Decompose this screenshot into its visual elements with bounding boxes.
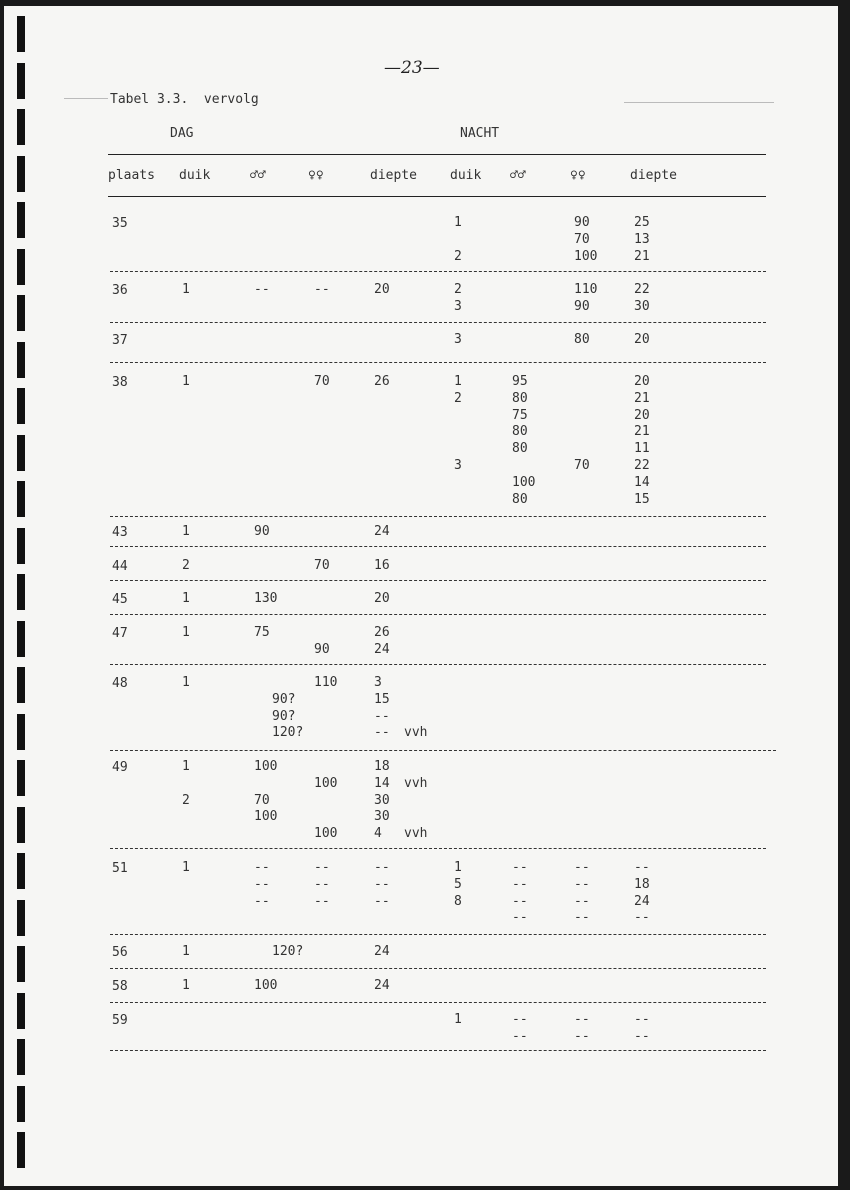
cell-diepte: 24 (374, 524, 390, 539)
cell-diepte: -- (374, 876, 390, 892)
binding-holes (4, 6, 34, 1186)
row-separator (110, 516, 766, 517)
scan-mark (624, 102, 774, 103)
cell-n-diepte: 18 (634, 876, 650, 892)
cell-n-females: 70 (574, 231, 590, 247)
cell-n-duik: 1 (454, 860, 462, 875)
cell-plaats: 59 (112, 1013, 128, 1028)
cell-n-diepte: 21 (634, 390, 650, 406)
binding-hole (17, 853, 25, 889)
binding-hole (17, 946, 25, 982)
cell-note: vvh (404, 725, 428, 741)
binding-hole (17, 621, 25, 657)
cell-diepte: 26 (374, 625, 390, 640)
row-separator (110, 968, 766, 969)
cell-plaats: 45 (112, 592, 128, 607)
cell-duik: 1 (182, 860, 190, 875)
col-males: ♂♂ (250, 168, 266, 183)
cell-n-males: -- (512, 1012, 528, 1027)
cell-diepte: -- (374, 725, 390, 741)
cell-n-females: -- (574, 893, 590, 909)
cell-females: 100 (314, 775, 338, 791)
row-separator (110, 750, 776, 751)
cell-duik: 1 (182, 978, 190, 993)
col-night-diepte: diepte (630, 168, 677, 183)
binding-hole (17, 481, 25, 517)
cell-diepte: 4 (374, 826, 382, 842)
cell-n-diepte: 20 (634, 374, 650, 389)
col-females: ♀♀ (308, 168, 324, 183)
row-separator (110, 1050, 766, 1051)
cell-n-diepte: -- (634, 860, 650, 875)
cell-n-diepte: 22 (634, 282, 650, 297)
cell-n-diepte: -- (634, 910, 650, 926)
binding-hole (17, 109, 25, 145)
cell-note: vvh (404, 826, 428, 842)
cell-n-females: -- (574, 876, 590, 892)
binding-hole (17, 807, 25, 843)
cell-plaats: 49 (112, 760, 128, 775)
cell-diepte: -- (374, 708, 390, 724)
group-header-day: DAG (170, 126, 194, 141)
cell-plaats: 56 (112, 945, 128, 960)
cell-females: -- (314, 282, 330, 297)
cell-n-diepte: 20 (634, 407, 650, 423)
binding-hole (17, 993, 25, 1029)
cell-n-males: 95 (512, 374, 528, 389)
cell-diepte: 15 (374, 691, 390, 707)
cell-n-females: 90 (574, 298, 590, 314)
cell-n-females: 110 (574, 282, 598, 297)
cell-plaats: 47 (112, 626, 128, 641)
cell-n-duik: 2 (454, 248, 462, 264)
cell-plaats: 48 (112, 676, 128, 691)
col-night-males: ♂♂ (510, 168, 526, 183)
cell-duik: 1 (182, 374, 190, 389)
binding-hole (17, 156, 25, 192)
cell-diepte: 20 (374, 591, 390, 606)
cell-duik: 1 (182, 944, 190, 959)
row-separator (110, 934, 766, 935)
cell-n-duik: 1 (454, 374, 462, 389)
cell-males: 90 (254, 524, 270, 539)
cell-females: 90 (314, 641, 330, 657)
cell-males-mid: 90? (272, 708, 296, 724)
cell-n-males: -- (512, 876, 528, 892)
cell-n-duik: 2 (454, 390, 462, 406)
cell-females: 70 (314, 558, 330, 573)
cell-females: -- (314, 876, 330, 892)
cell-diepte: -- (374, 893, 390, 909)
cell-n-duik: 3 (454, 298, 462, 314)
cell-n-males: 80 (512, 441, 528, 457)
cell-males-mid: 120? (272, 725, 304, 741)
binding-hole (17, 1132, 25, 1168)
cell-n-males: 80 (512, 424, 528, 440)
cell-males: -- (254, 860, 270, 875)
cell-n-diepte: 25 (634, 215, 650, 230)
cell-duik: 2 (182, 558, 190, 573)
cell-n-diepte: 14 (634, 474, 650, 490)
cell-males: -- (254, 876, 270, 892)
cell-n-diepte: 21 (634, 424, 650, 440)
col-diepte: diepte (370, 168, 417, 183)
col-night-females: ♀♀ (570, 168, 586, 183)
cell-females: -- (314, 893, 330, 909)
cell-n-diepte: 21 (634, 248, 650, 264)
binding-hole (17, 667, 25, 703)
cell-diepte: 30 (374, 809, 390, 825)
binding-hole (17, 714, 25, 750)
cell-diepte: 16 (374, 558, 390, 573)
cell-duik: 1 (182, 675, 190, 690)
cell-n-diepte: 22 (634, 458, 650, 473)
cell-n-duik: 8 (454, 893, 462, 909)
cell-n-diepte: 13 (634, 231, 650, 247)
cell-duik: 1 (182, 524, 190, 539)
cell-males: 100 (254, 759, 278, 774)
cell-diepte: 14 (374, 775, 390, 791)
binding-hole (17, 63, 25, 99)
cell-n-females: 90 (574, 215, 590, 230)
group-header-night: NACHT (460, 126, 500, 141)
binding-hole (17, 388, 25, 424)
cell-n-females: -- (574, 860, 590, 875)
col-night-duik: duik (450, 168, 482, 183)
cell-diepte: 3 (374, 675, 382, 690)
cell-n-males: -- (512, 910, 528, 926)
cell-n-females: -- (574, 910, 590, 926)
cell-duik: 1 (182, 282, 190, 297)
cell-n-diepte: 24 (634, 893, 650, 909)
cell-duik: 1 (182, 759, 190, 774)
binding-hole (17, 295, 25, 331)
cell-n-diepte: 30 (634, 298, 650, 314)
cell-duik: 2 (182, 792, 190, 808)
cell-plaats: 35 (112, 216, 128, 231)
cell-n-females: 70 (574, 458, 590, 473)
cell-n-duik: 5 (454, 876, 462, 892)
cell-n-duik: 3 (454, 332, 462, 347)
cell-n-duik: 2 (454, 282, 462, 297)
document-page (4, 6, 838, 1186)
cell-males: 100 (254, 978, 278, 993)
cell-n-diepte: 11 (634, 441, 650, 457)
cell-males: -- (254, 282, 270, 297)
cell-n-females: 100 (574, 248, 598, 264)
cell-n-duik: 1 (454, 215, 462, 230)
cell-plaats: 43 (112, 525, 128, 540)
cell-n-duik: 3 (454, 458, 462, 473)
cell-n-males: 75 (512, 407, 528, 423)
cell-n-diepte: 20 (634, 332, 650, 347)
binding-hole (17, 528, 25, 564)
cell-duik: 1 (182, 625, 190, 640)
page-number: —23— (384, 58, 440, 78)
cell-diepte: 30 (374, 792, 390, 808)
row-separator (110, 271, 766, 272)
cell-n-females: 80 (574, 332, 590, 347)
cell-duik: 1 (182, 591, 190, 606)
scan-mark (64, 98, 108, 99)
header-top-rule (108, 154, 766, 155)
col-duik: duik (179, 168, 211, 183)
cell-plaats: 51 (112, 861, 128, 876)
row-separator (110, 362, 766, 363)
binding-hole (17, 900, 25, 936)
row-separator (110, 322, 766, 323)
binding-hole (17, 1086, 25, 1122)
cell-plaats: 37 (112, 333, 128, 348)
cell-plaats: 58 (112, 979, 128, 994)
row-separator (110, 580, 766, 581)
cell-females: 100 (314, 826, 338, 842)
binding-hole (17, 342, 25, 378)
cell-n-females: -- (574, 1028, 590, 1044)
cell-females: 70 (314, 374, 330, 389)
cell-n-males: -- (512, 893, 528, 909)
cell-diepte: 24 (374, 641, 390, 657)
cell-diepte: 24 (374, 978, 390, 993)
binding-hole (17, 1039, 25, 1075)
row-separator (110, 848, 766, 849)
cell-females: 110 (314, 675, 338, 690)
cell-males: 75 (254, 625, 270, 640)
cell-diepte: -- (374, 860, 390, 875)
cell-n-males: -- (512, 1028, 528, 1044)
cell-males-mid: 90? (272, 691, 296, 707)
cell-males: -- (254, 893, 270, 909)
binding-hole (17, 249, 25, 285)
cell-note: vvh (404, 775, 428, 791)
row-separator (110, 664, 766, 665)
cell-males: 130 (254, 591, 278, 606)
cell-n-females: -- (574, 1012, 590, 1027)
binding-hole (17, 16, 25, 52)
cell-diepte: 24 (374, 944, 390, 959)
cell-n-males: 80 (512, 390, 528, 406)
row-separator (110, 614, 766, 615)
col-plaats: plaats (108, 168, 155, 183)
row-separator (110, 546, 766, 547)
cell-plaats: 38 (112, 375, 128, 390)
cell-diepte: 20 (374, 282, 390, 297)
binding-hole (17, 574, 25, 610)
cell-diepte: 18 (374, 759, 390, 774)
row-separator (110, 1002, 766, 1003)
table-caption: Tabel 3.3. vervolg (110, 92, 259, 107)
cell-plaats: 36 (112, 283, 128, 298)
cell-females: -- (314, 860, 330, 875)
binding-hole (17, 435, 25, 471)
cell-diepte: 26 (374, 374, 390, 389)
cell-n-duik: 1 (454, 1012, 462, 1027)
cell-n-males: -- (512, 860, 528, 875)
binding-hole (17, 760, 25, 796)
cell-n-diepte: 15 (634, 491, 650, 507)
cell-plaats: 44 (112, 559, 128, 574)
cell-n-males: 80 (512, 491, 528, 507)
binding-hole (17, 202, 25, 238)
cell-males: 100 (254, 809, 278, 825)
cell-n-diepte: -- (634, 1028, 650, 1044)
cell-males-mid: 120? (272, 944, 304, 959)
header-bottom-rule (108, 196, 766, 197)
cell-n-males: 100 (512, 474, 536, 490)
cell-n-diepte: -- (634, 1012, 650, 1027)
cell-males: 70 (254, 792, 270, 808)
